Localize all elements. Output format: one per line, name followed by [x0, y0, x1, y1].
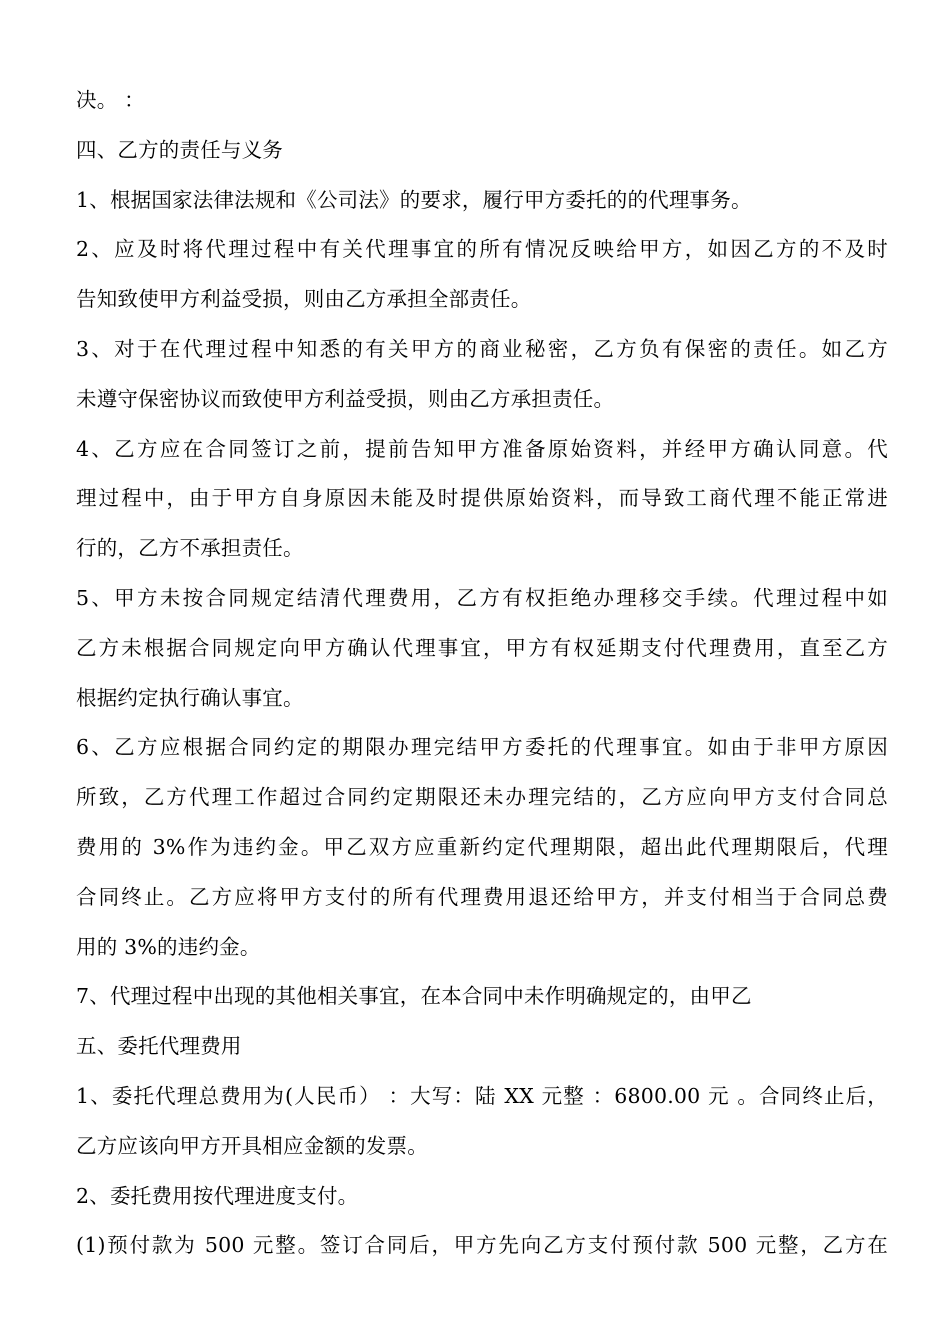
text-line-17: 合同终止。乙方应将甲方支付的所有代理费用退还给甲方，并支付相当于合同总费 [76, 884, 888, 909]
text-line-8: 4、乙方应在合同签订之前，提前告知甲方准备原始资料，并经甲方确认同意。代 [76, 436, 888, 461]
text-line-13: 根据约定执行确认事宜。 [76, 685, 304, 710]
text-line-3: 1、根据国家法律法规和《公司法》的要求，履行甲方委托的的代理事务。 [76, 187, 752, 212]
text-line-12: 乙方未根据合同规定向甲方确认代理事宜，甲方有权延期支付代理费用，直至乙方 [76, 635, 888, 660]
text-line-7: 未遵守保密协议而致使甲方利益受损，则由乙方承担责任。 [76, 386, 615, 411]
text-line-19: 7、代理过程中出现的其他相关事宜，在本合同中未作明确规定的，由甲乙 [76, 984, 752, 1009]
document-page [76, 76, 888, 1271]
text-line-15: 所致，乙方代理工作超过合同约定期限还未办理完结的，乙方应向甲方支付合同总 [76, 785, 888, 810]
text-line-16: 费用的 3%作为违约金。甲乙双方应重新约定代理期限，超出此代理期限后，代理 [76, 834, 888, 859]
text-line-11: 5、甲方未按合同规定结清代理费用，乙方有权拒绝办理移交手续。代理过程中如 [76, 585, 888, 610]
text-line-23: 2、委托费用按代理进度支付。 [76, 1183, 359, 1208]
section-heading-5: 五、委托代理费用 [76, 1034, 242, 1059]
text-line-22: 乙方应该向甲方开具相应金额的发票。 [76, 1133, 428, 1158]
text-line-18: 用的 3%的违约金。 [76, 934, 261, 959]
text-line-10: 行的，乙方不承担责任。 [76, 536, 304, 561]
section-heading-4: 四、乙方的责任与义务 [76, 137, 283, 162]
text-line-24: (1)预付款为 500 元整。签订合同后，甲方先向乙方支付预付款 500 元整，乙方在 [76, 1233, 888, 1258]
text-line-4: 2、应及时将代理过程中有关代理事宜的所有情况反映给甲方，如因乙方的不及时 [76, 237, 888, 262]
text-line-21: 1、委托代理总费用为(人民币） ：大写：陆 XX 元整 ：6800.00 元 。合同终止后， [76, 1083, 888, 1108]
text-line-6: 3、对于在代理过程中知悉的有关甲方的商业秘密，乙方负有保密的责任。如乙方 [76, 336, 888, 361]
text-line-5: 告知致使甲方利益受损，则由乙方承担全部责任。 [76, 287, 532, 312]
text-line-1: 决。 ： [76, 88, 145, 112]
text-line-14: 6、乙方应根据合同约定的期限办理完结甲方委托的代理事宜。如由于非甲方原因 [76, 735, 888, 760]
text-line-9: 理过程中，由于甲方自身原因未能及时提供原始资料，而导致工商代理不能正常进 [76, 486, 888, 511]
